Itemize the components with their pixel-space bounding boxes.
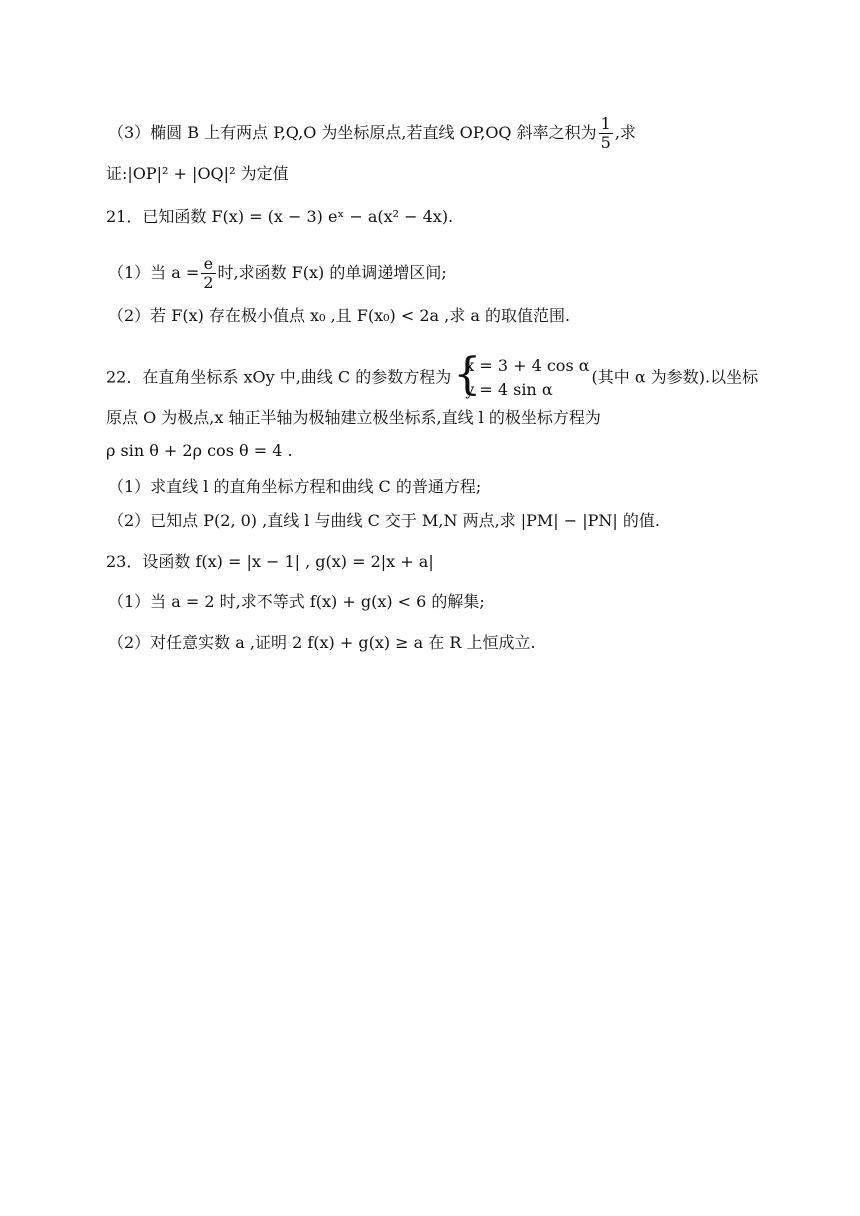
q23-part1: [108, 591, 485, 613]
q23-part2-text: （2）对任意实数 a ,证明 2 f(x) + g(x) ≥ a 在 R 上恒成立.: [108, 633, 536, 652]
left-brace-icon: {: [453, 349, 482, 400]
q22-line2-text: 原点 O 为极点,x 轴正半轴为极轴建立极坐标系,直线 l 的极坐标方程为: [106, 408, 601, 427]
system-equation-2: y = 4 sin α: [465, 380, 553, 399]
system-equation-1: x = 3 + 4 cos α: [465, 356, 590, 375]
q22-part2-text: （2）已知点 P(2, 0) ,直线 l 与曲线 C 交于 M,N 两点,求 |PM| − |PN| 的值.: [108, 511, 660, 530]
q22-polar-equation: ρ sin θ + 2ρ cos θ = 4 .: [106, 441, 293, 460]
q21-part1: [108, 255, 447, 292]
q22-text: 22．在直角坐标系 xOy 中,曲线 C 的参数方程为: [106, 367, 452, 387]
fraction-numerator: 1: [600, 114, 611, 133]
q22-stem: [106, 349, 759, 402]
q22-part1: [108, 476, 481, 498]
q22-part1-text: （1）求直线 l 的直角坐标方程和曲线 C 的普通方程;: [108, 477, 482, 496]
fraction-denominator: 5: [600, 133, 611, 152]
q22-tail: (其中 α 为参数).以坐标: [591, 367, 759, 387]
parametric-system: [453, 349, 590, 402]
q21-part2: [108, 305, 570, 327]
q22-line3: [106, 440, 293, 462]
fraction-e-half: [201, 255, 215, 292]
q22-part2: [108, 510, 660, 532]
q21-part1-text: （1）当 a =: [108, 263, 200, 282]
q23-stem: [106, 551, 434, 573]
q23-part1-text: （1）当 a = 2 时,求不等式 f(x) + g(x) < 6 的解集;: [108, 592, 485, 611]
q20-part3-line1: [108, 115, 636, 152]
q20-part3-tail: ,求: [614, 123, 636, 142]
q20-part3-line2: [106, 163, 289, 185]
q21-part1-tail: 时,求函数 F(x) 的单调递增区间;: [217, 263, 447, 282]
q21-stem: [106, 206, 453, 228]
q22-line2: [106, 407, 601, 429]
fraction-denominator: 2: [203, 273, 214, 292]
q23-text: 23．设函数 f(x) = |x − 1| , g(x) = 2|x + a|: [106, 552, 434, 571]
q21-part2-text: （2）若 F(x) 存在极小值点 x₀ ,且 F(x₀) < 2a ,求 a 的取值范围.: [108, 306, 571, 325]
fraction-numerator: e: [201, 255, 215, 274]
fraction-one-fifth: [599, 115, 613, 152]
q20-part3-text: （3）椭圆 B 上有两点 P,Q,O 为坐标原点,若直线 OP,OQ 斜率之积为: [108, 123, 597, 142]
q23-part2: [108, 632, 536, 654]
q20-part3-conclusion: 证:|OP|² + |OQ|² 为定值: [106, 164, 289, 183]
q21-text: 21．已知函数 F(x) = (x − 3) eˣ − a(x² − 4x).: [106, 207, 454, 226]
